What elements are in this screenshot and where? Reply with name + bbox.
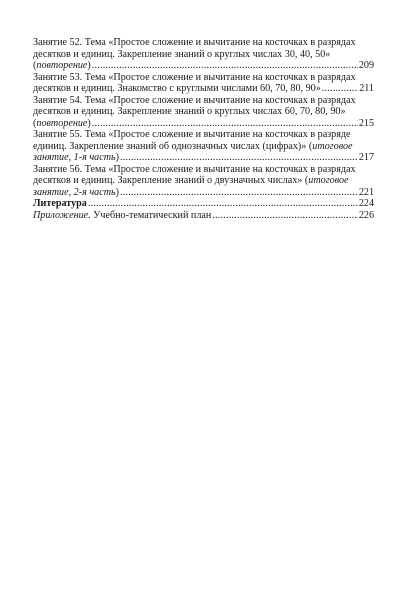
toc-line [33,129,374,141]
toc-entry-italic-note: итоговое [308,175,349,186]
toc-line [33,49,374,61]
toc-entry-text: Занятие 55. Тема «Простое сложение и вычитание на косточках в разряде [33,129,351,140]
page-number: 211 [359,83,374,94]
toc-line [33,37,374,49]
toc-entry-italic-note: повторение [36,117,88,129]
toc-line [33,95,374,107]
toc-entry-tail: десятков и единиц. Знакомство с круглыми числами 60, 70, 80, 90» [33,83,321,94]
toc-line [33,106,374,118]
toc-entry-text: десятков и единиц. Закрепление знаний о круглых числах 30, 40, 50» [33,48,331,60]
toc-line [33,60,374,72]
toc-entry-italic-note: повторение [36,60,88,71]
toc-entry-tail: (повторение) [33,117,91,129]
toc-line [33,175,374,187]
page-number: 221 [358,186,374,198]
toc-line [33,118,374,130]
toc-line [33,210,374,222]
toc-entry-text: Занятие 56. Тема «Простое сложение и вычитание на косточках в разрядах [33,163,356,175]
page-number: 215 [358,117,374,129]
toc-entry-literature [33,198,374,210]
page-number: 217 [358,152,374,163]
toc-entry-heading: Литература [33,198,87,209]
dot-leader [322,83,358,95]
toc-line [33,198,374,210]
toc-entry-tail: занятие, 1-я часть) [33,152,120,163]
toc-entry-italic-note: итоговое [312,140,353,152]
toc-entry-52 [33,37,374,72]
page-number: 226 [358,209,374,221]
toc-line [33,83,374,95]
page-number: 224 [358,198,374,209]
toc-line [33,141,374,153]
toc-entry-tail: Приложение. Учебно-тематический план [33,209,212,221]
toc-line [33,164,374,176]
toc-entry-53 [33,72,374,95]
toc-entry-text: десятков и единиц. Закрепление знаний о двузначных числах» (итоговое [33,175,349,186]
table-of-contents [33,37,374,221]
toc-entry-text: Занятие 52. Тема «Простое сложение и вычитание на косточках в разрядах [33,37,356,48]
toc-entry-tail: занятие, 2-я часть) [33,186,120,198]
dot-leader [92,118,358,130]
toc-entry-italic-note: занятие, 2-я часть [33,186,116,198]
toc-entry-italic-note: Приложение [33,209,89,221]
dot-leader [212,210,358,222]
dot-leader [120,152,358,164]
toc-entry-italic-note: занятие, 1-я часть [33,152,116,163]
toc-entry-appendix [33,210,374,222]
toc-entry-text: единиц. Закрепление знаний об однозначных числах (цифрах)» (итоговое [33,140,353,152]
toc-line [33,72,374,84]
toc-entry-text: Занятие 54. Тема «Простое сложение и вычитание на косточках в разрядах [33,94,356,106]
dot-leader [120,187,358,199]
dot-leader [92,60,358,72]
page-number: 209 [358,60,374,71]
toc-line [33,187,374,199]
toc-entry-text: Занятие 53. Тема «Простое сложение и вычитание на косточках в разрядах [33,71,356,83]
toc-entry-55 [33,129,374,164]
toc-entry-56 [33,164,374,199]
toc-entry-tail: (повторение) [33,60,91,71]
toc-entry-text: десятков и единиц. Закрепление знаний о круглых числах 60, 70, 80, 90» [33,106,346,117]
toc-entry-54 [33,95,374,130]
dot-leader [88,198,358,210]
toc-line [33,152,374,164]
